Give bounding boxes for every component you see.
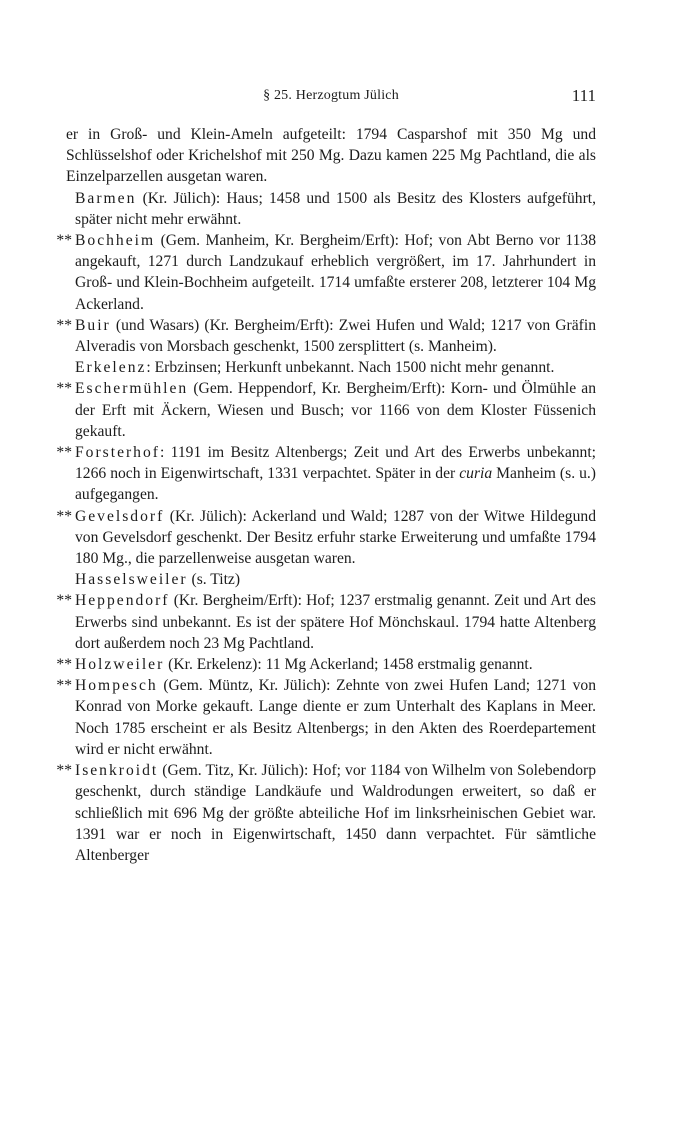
double-asterisk-marker: ** [56,232,72,250]
entry-text: (s. Titz) [187,571,241,589]
entry-keyword: Hompesch [75,677,158,695]
section-title: § 25. Herzogtum Jülich [263,88,399,103]
entry-keyword: Forsterhof [75,444,160,462]
entry-text: (Kr. Bergheim/Erft): Hof; 1237 erstmalig genannt. Zeit und Art des Erwerbs sind unbekannt. Es ist der spätere Hof Mönchskaul. 1794 hatte Altenberg dort außerdem noch 23 Mg Pachtland. [75,592,596,652]
entry-forsterhof [56,442,596,506]
entry-hompesch [56,675,596,760]
entry-text: (Kr. Jülich): Haus; 1458 und 1500 als Besitz des Klosters aufgeführt, später nicht mehr erwähnt. [75,189,596,228]
running-head [66,88,596,110]
entry-keyword: Barmen [75,189,137,207]
double-asterisk-marker: ** [56,444,72,462]
entry-text-after: Manheim (s. u.) aufgegangen. [75,465,596,504]
entry-text: (Gem. Titz, Kr. Jülich): Hof; vor 1184 von Wilhelm von Solebendorp geschenkt, durch ständige Landkäufe und Waldrodungen erweitert, so daß er schließlich mit 696 Mg der größte abteiliche Hof im linksrheinischen Gebiet war. 1391 war er noch in Eigenwirtschaft, 1450 dann verpachtet. Für sämtliche Altenberger [75,762,596,864]
double-asterisk-marker: ** [56,380,72,398]
double-asterisk-marker: ** [56,656,72,674]
entry-text: (Gem. Müntz, Kr. Jülich): Zehnte von zwei Hufen Land; 1271 von Konrad von Morke gekauft. Lange diente er zum Unterhalt des Kaplans in Meer. Noch 1785 erscheint er als Besitz Altenbergs; in den Akten des Roerdepartement wird er nicht erwähnt. [75,677,596,758]
entry-heppendorf [56,590,596,654]
entry-keyword: Isenkroidt [75,762,159,780]
entry-text: er in Groß- und Klein-Ameln aufgeteilt: 1794 Casparshof mit 350 Mg und Schlüsselshof oder Krichelshof mit 250 Mg. Dazu kamen 225 Mg Pachtland, die als Einzelparzellen ausgetan waren. [66,126,596,186]
entry-eschermuehlen [56,378,596,442]
double-asterisk-marker: ** [56,677,72,695]
entry-text: : 1191 im Besitz Altenbergs; Zeit und Art des Erwerbs unbekannt; 1266 noch in Eigenwirtschaft, 1331 verpachtet. Später in der [75,444,596,483]
entry-keyword: Heppendorf [75,592,170,610]
double-asterisk-marker: ** [56,316,72,334]
entry-text: (Gem. Manheim, Kr. Bergheim/Erft): Hof; von Abt Berno vor 1138 angekauft, 1271 durch Landzukauf erheblich vergrößert, im 17. Jahrhundert in Groß- und Klein-Bochheim aufgeteilt. 1714 umfaßte ersterer 208, letzterer 104 Mg Ackerland. [75,232,596,313]
page-number: 111 [571,86,596,105]
double-asterisk-marker: ** [56,592,72,610]
entry-gevelsdorf [56,506,596,570]
entry-keyword: Gevelsdorf [75,507,165,525]
entry-bochheim [56,230,596,315]
entry-keyword: Bochheim [75,232,156,250]
entry-keyword: Holzweiler [75,656,165,674]
entry-keyword: Hasselsweiler [75,571,188,589]
entry-italic-term: curia [459,465,493,483]
entry-holzweiler [56,654,596,675]
entry-hasselsweiler [66,569,596,590]
entry-isenkroidt [56,760,596,866]
entry-text: : Erbzinsen; Herkunft unbekannt. Nach 1500 nicht mehr genannt. [146,359,555,377]
entry-continuation [66,124,596,188]
entry-erkelenz [66,357,596,378]
entry-text: (Kr. Jülich): Ackerland und Wald; 1287 von der Witwe Hildegund von Gevelsdorf geschenkt. Der Besitz erfuhr starke Erweiterung und umfaßte 1794 180 Mg., die parzellenweise ausgetan waren. [75,507,596,568]
entry-text: (Gem. Heppendorf, Kr. Bergheim/Erft): Korn- und Ölmühle an der Erft mit Äckern, Wiesen und Busch; vor 1166 von dem Kloster Füssenich gekauft. [75,380,596,440]
entry-text: (und Wasars) (Kr. Bergheim/Erft): Zwei Hufen und Wald; 1217 von Gräfin Alveradis von Morsbach geschenkt, 1500 zersplittert (s. Manheim). [75,316,596,356]
entry-barmen [66,188,596,230]
entry-buir [56,315,596,357]
double-asterisk-marker: ** [56,507,72,525]
entry-keyword: Buir [75,316,111,334]
entry-keyword: Erkelenz [75,359,147,377]
double-asterisk-marker: ** [56,762,72,780]
entry-keyword: Eschermühlen [75,380,189,398]
page-body [56,124,596,866]
entry-text: (Kr. Erkelenz): 11 Mg Ackerland; 1458 erstmalig genannt. [164,656,533,674]
